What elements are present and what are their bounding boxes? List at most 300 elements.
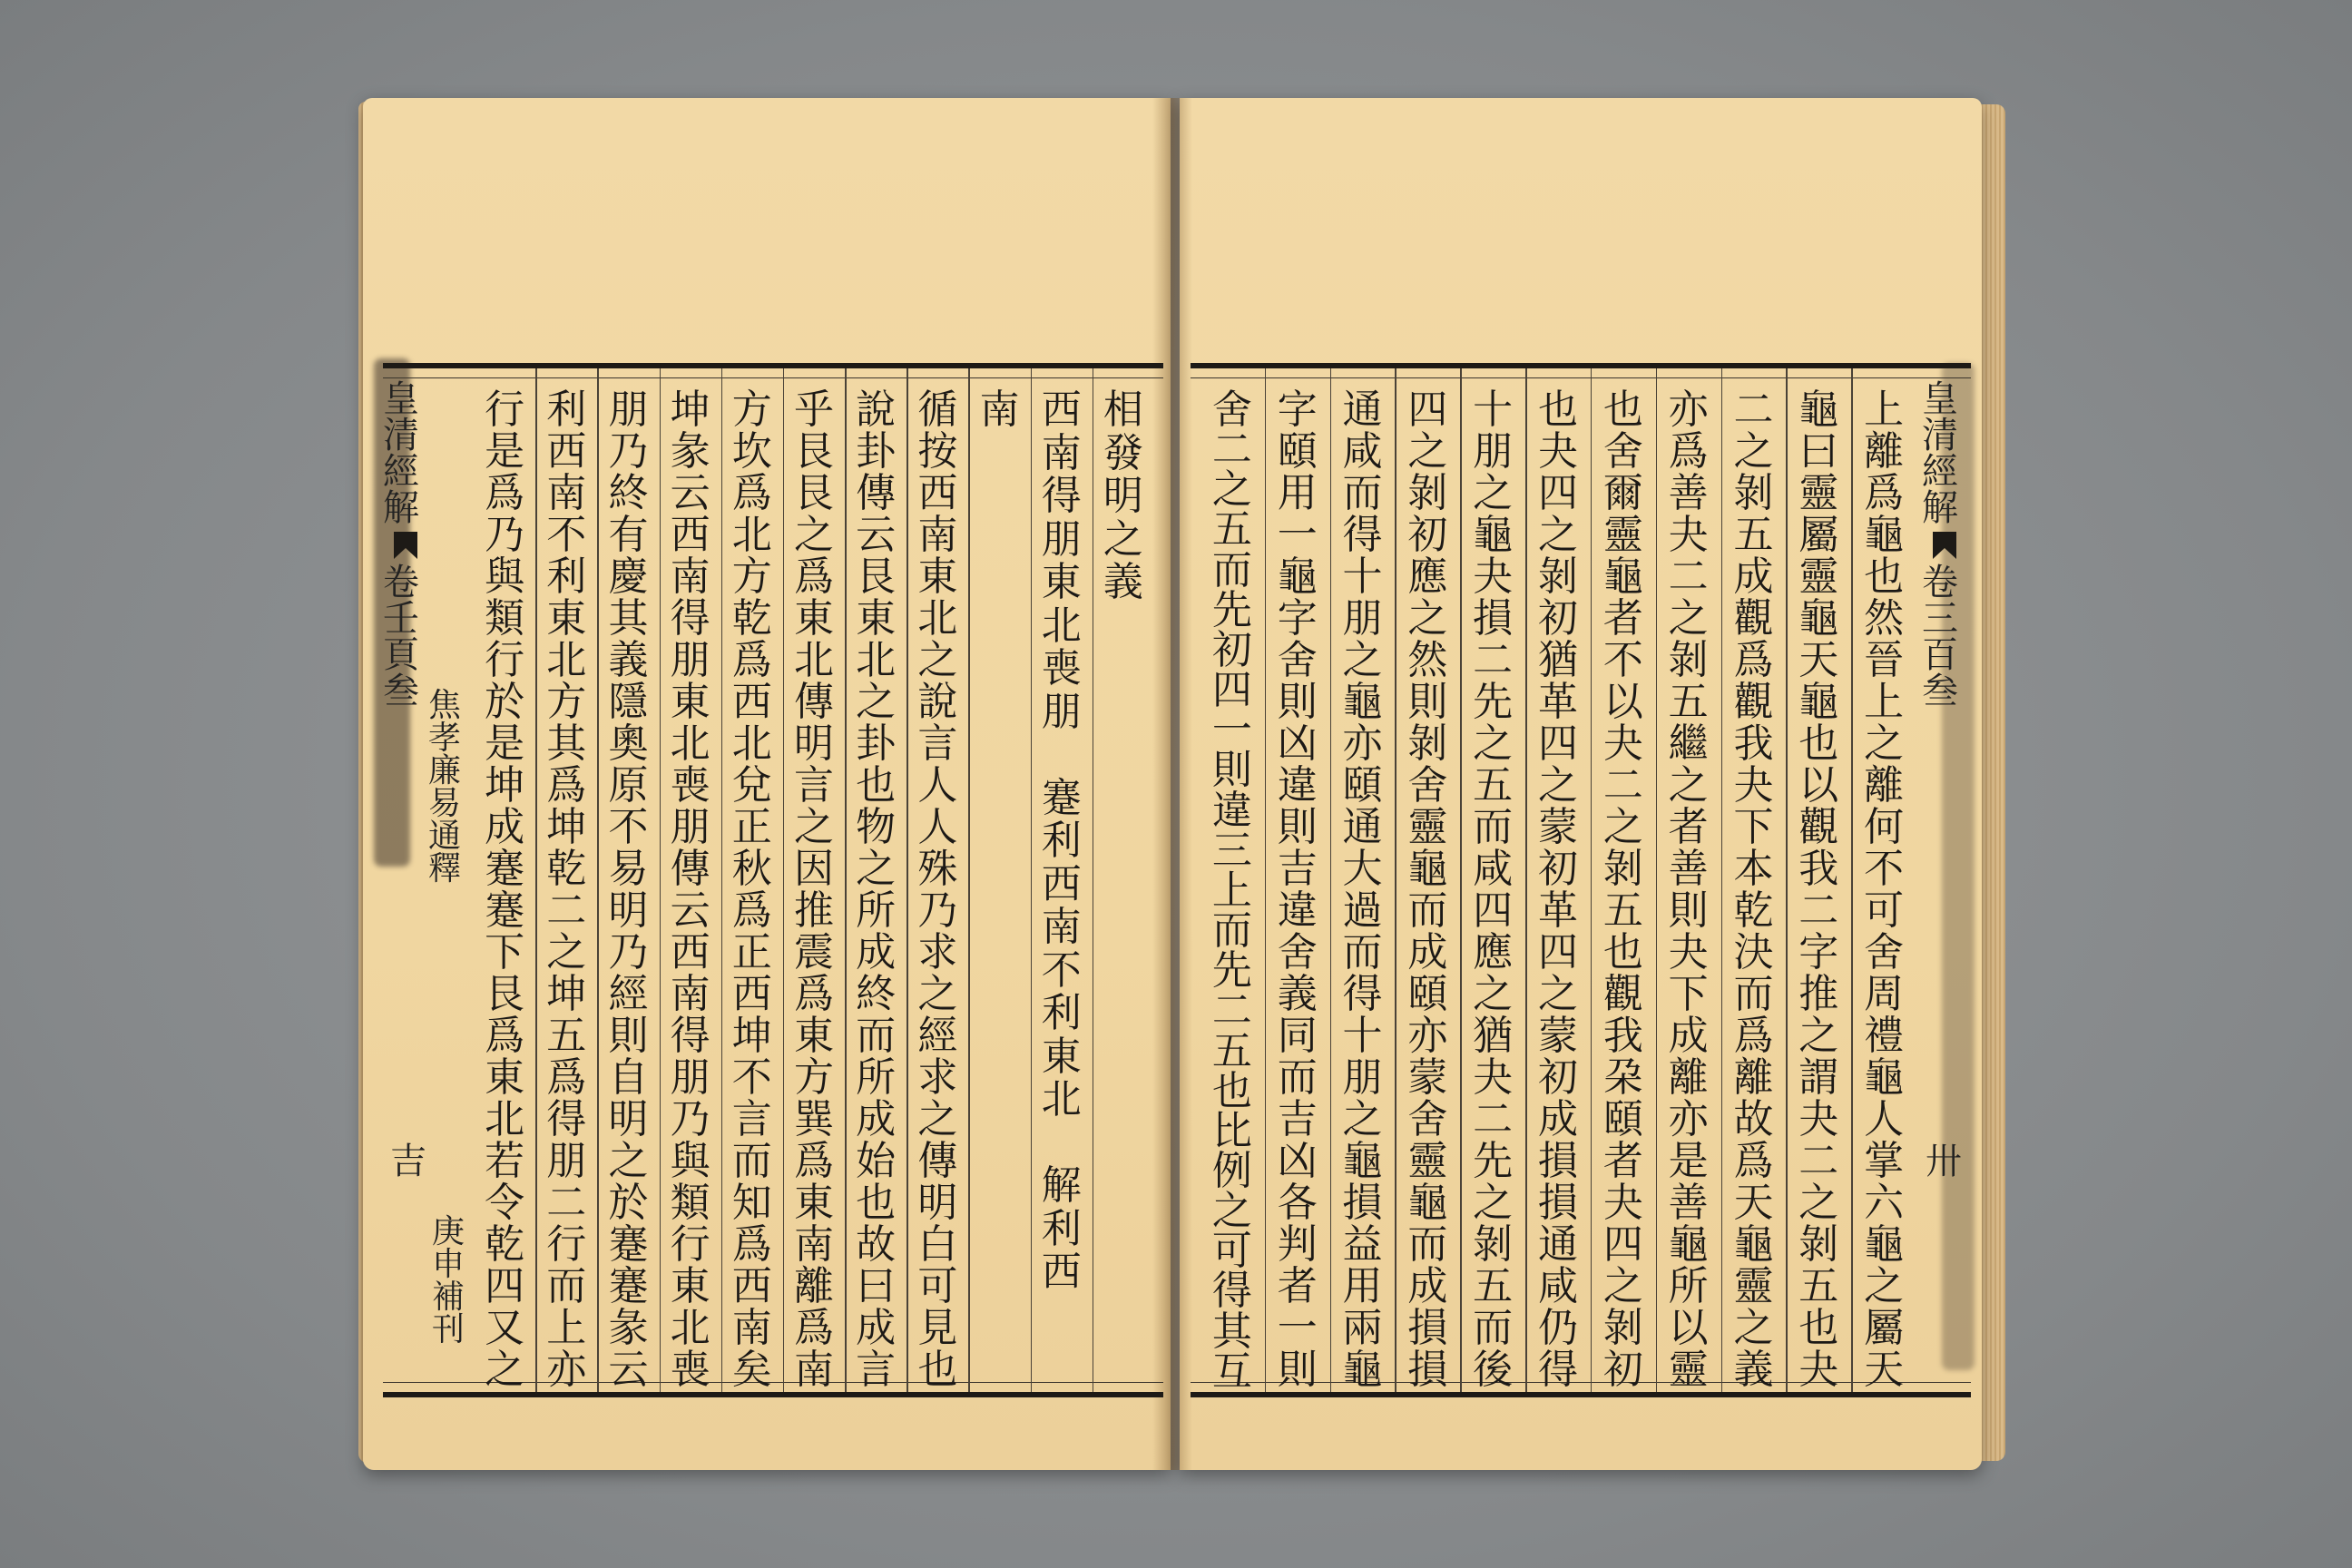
glyph: 也 [1798,720,1839,767]
page-number [1926,1143,1962,1180]
glyph: 損 [1407,1305,1448,1351]
glyph: 應 [1407,554,1448,600]
left-text-frame [383,363,1163,1397]
text-column [906,368,968,1392]
glyph: 五 [1668,679,1709,725]
glyph: 說 [917,679,958,725]
glyph: 也 [917,1347,958,1393]
glyph: 龜 [1342,1138,1383,1184]
glyph: 則 [1277,679,1318,725]
glyph: 物 [856,804,897,850]
glyph: 申 [432,1246,466,1283]
glyph: 蒙 [1407,1054,1448,1101]
column-rule [1721,368,1723,1392]
glyph: 繼 [1668,720,1709,767]
glyph: 隱 [608,679,649,725]
glyph: 南 [793,1221,834,1268]
glyph: 之 [1342,637,1383,683]
glyph: 蹇 [608,1221,649,1268]
glyph: 始 [856,1138,897,1184]
glyph: 下 [1668,971,1709,1017]
collection-title [383,378,428,529]
glyph: 夬 [1798,1347,1839,1393]
left-edition-column [432,1213,468,1388]
glyph: 蹇 [485,846,525,892]
glyph: 西 [1041,860,1082,907]
glyph: 彖 [608,1305,649,1351]
glyph: 三 [1922,598,1958,640]
glyph: 五 [1602,887,1643,934]
glyph: 爲 [731,1221,772,1268]
glyph: 解 [1041,1162,1082,1209]
glyph: 兩 [1342,1305,1383,1351]
glyph: 下 [485,929,525,975]
glyph: 叁 [383,671,419,712]
glyph: 損 [1342,1180,1383,1226]
glyph: 晉 [1864,637,1905,683]
glyph: 我 [1798,846,1839,892]
column-rule [968,368,970,1392]
glyph: 五 [1798,1263,1839,1309]
column-rule [535,368,537,1392]
glyph: 字 [1277,595,1318,642]
glyph: 得 [1342,512,1383,558]
glyph: 乃 [485,512,525,558]
glyph: 爲 [731,637,772,683]
text-column [1721,368,1787,1392]
left-margin-column [383,378,428,1379]
glyph: 坤 [485,762,525,808]
glyph: 龜 [1798,387,1839,433]
glyph: 奧 [608,720,649,767]
glyph: 而 [1407,1221,1448,1268]
glyph: 龜 [1733,1221,1774,1268]
glyph: 北 [670,720,710,767]
glyph: 也 [1602,387,1643,433]
glyph: 猶 [1537,637,1578,683]
glyph: 靈 [1668,1347,1709,1393]
glyph: 可 [1211,1228,1252,1275]
glyph: 比 [1211,1107,1252,1154]
glyph: 彖 [670,428,710,475]
glyph: 靈 [1733,1263,1774,1309]
glyph: 得 [1537,1347,1578,1393]
glyph: 西 [731,679,772,725]
glyph: 四 [1211,667,1252,714]
glyph: 孝 [428,720,462,757]
glyph: 之 [793,512,834,558]
text-column [1200,368,1265,1395]
glyph: 屬 [1864,1305,1905,1351]
glyph: 西 [917,470,958,516]
glyph: 卦 [856,720,897,767]
glyph: 之 [1473,1180,1514,1226]
glyph: 秋 [731,846,772,892]
glyph: 人 [1864,1096,1905,1142]
glyph: 喪 [1041,645,1082,691]
glyph: 則 [608,1013,649,1059]
glyph: 坤 [670,387,710,433]
glyph: 而 [1342,470,1383,516]
glyph: 南 [670,554,710,600]
glyph: 一 [1277,1305,1318,1351]
glyph: 爲 [731,470,772,516]
glyph: 之 [1864,720,1905,767]
glyph: 經 [1922,451,1958,493]
glyph: 剝 [1798,1221,1839,1268]
text-column [1031,368,1093,1392]
glyph: 夬 [1602,1180,1643,1226]
glyph: 東 [546,595,587,642]
glyph: 庚 [432,1213,466,1250]
glyph: 夬 [1733,762,1774,808]
glyph: 類 [485,595,525,642]
author-work-title [428,687,468,887]
glyph: 矣 [731,1347,772,1393]
edition-note [432,1213,468,1348]
glyph: 過 [1342,887,1383,934]
glyph: 成 [856,1096,897,1142]
text-column [1395,368,1460,1392]
glyph: 云 [670,887,710,934]
glyph: 禮 [1864,1013,1905,1059]
column-rule [1330,368,1332,1392]
glyph: 也 [1864,554,1905,600]
glyph: 舍 [1211,387,1252,433]
glyph: 通 [1342,804,1383,850]
glyph: 義 [1277,971,1318,1017]
glyph: 令 [485,1180,525,1226]
glyph: 之 [793,804,834,850]
glyph: 二 [546,887,587,934]
glyph: 損 [1537,1180,1578,1226]
glyph: 二 [1602,762,1643,808]
glyph: 不 [608,804,649,850]
glyph: 舍 [1407,1096,1448,1142]
glyph: 亦 [1668,387,1709,433]
glyph: 龜 [1798,595,1839,642]
glyph: 上 [1864,679,1905,725]
glyph: 而 [1342,929,1383,975]
glyph: 行 [485,387,525,433]
column-rule [1460,368,1462,1392]
glyph: 乃 [608,428,649,475]
glyph: 成 [1407,929,1448,975]
glyph: 震 [793,929,834,975]
glyph: 巽 [793,1096,834,1142]
glyph: 言 [731,1096,772,1142]
glyph: 東 [670,679,710,725]
text-column [783,368,845,1392]
glyph: 夬 [1473,1054,1514,1101]
glyph: 然 [1407,637,1448,683]
glyph: 利 [1041,1205,1082,1252]
glyph: 南 [979,387,1020,433]
glyph: 凶 [1277,1138,1318,1184]
glyph: 掌 [1864,1138,1905,1184]
glyph: 先 [1473,1138,1514,1184]
glyph: 解 [1922,487,1958,529]
glyph: 不 [731,1054,772,1101]
column-rule [1265,368,1267,1392]
column-rule [1525,368,1527,1392]
glyph: 字 [1798,929,1839,975]
glyph: 二 [1798,887,1839,934]
glyph: 而 [1473,1305,1514,1351]
glyph: 皇 [383,378,419,420]
glyph: 利 [546,387,587,433]
glyph: 原 [608,762,649,808]
glyph: 東 [1041,559,1082,605]
text-column [968,368,1030,1392]
glyph: 坤 [546,804,587,850]
glyph: 靈 [1602,512,1643,558]
glyph: 也 [856,762,897,808]
glyph: 爾 [1602,470,1643,516]
glyph: 剝 [1537,554,1578,600]
glyph: 而 [1211,546,1252,593]
glyph: 何 [1864,804,1905,850]
glyph: 得 [670,1013,710,1059]
glyph: 亦 [1668,1096,1709,1142]
glyph: 經 [917,1013,958,1059]
glyph: 有 [608,512,649,558]
glyph: 明 [793,720,834,767]
glyph: 剝 [1473,1221,1514,1268]
glyph: 南 [546,470,587,516]
left-author-column [428,687,468,1107]
glyph: 朋 [608,387,649,433]
glyph: 得 [1342,971,1383,1017]
glyph: 損 [1537,1138,1578,1184]
glyph: 相 [1102,387,1143,433]
glyph: 十 [1342,554,1383,600]
glyph: 是 [485,720,525,767]
glyph: 傳 [670,846,710,892]
glyph: 艮 [856,554,897,600]
glyph: 龜 [1864,1054,1905,1101]
column-rule [1656,368,1658,1392]
glyph: 若 [485,1138,525,1184]
glyph: 觀 [1798,804,1839,850]
glyph: 我 [1733,720,1774,767]
glyph: 之 [546,929,587,975]
glyph: 之 [1407,595,1448,642]
glyph: 凶 [1277,720,1318,767]
glyph: 之 [1602,1263,1643,1309]
glyph: 易 [608,846,649,892]
glyph: 清 [383,415,419,456]
glyph: 卷 [1922,562,1958,603]
glyph: 之 [1537,512,1578,558]
glyph: 龜 [1864,512,1905,558]
glyph: 東 [917,554,958,600]
glyph: 而 [856,1013,897,1059]
glyph: 各 [1277,1180,1318,1226]
glyph: 爲 [546,762,587,808]
glyph: 明 [1102,473,1143,519]
glyph: 朋 [670,637,710,683]
text-column [845,368,906,1392]
glyph: 而 [1211,907,1252,955]
column-rule [1395,368,1396,1392]
glyph: 推 [793,887,834,934]
glyph: 之 [1407,428,1448,475]
glyph: 南 [917,512,958,558]
glyph: 云 [608,1347,649,1393]
page-number [390,1143,426,1180]
column-rule [1786,368,1788,1392]
glyph: 朋 [670,804,710,850]
glyph: 通 [428,818,462,855]
glyph: 剝 [1407,470,1448,516]
glyph: 之 [1668,762,1709,808]
glyph: 天 [1864,1347,1905,1393]
glyph: 自 [608,1054,649,1101]
glyph: 舍 [1407,762,1448,808]
glyph: 艮 [485,971,525,1017]
glyph: 之 [1211,1188,1252,1235]
glyph: 乃 [670,1096,710,1142]
glyph: 不 [1864,846,1905,892]
glyph: 利 [546,554,587,600]
glyph: 應 [1473,929,1514,975]
glyph: 四 [485,1263,525,1309]
glyph: 傳 [856,470,897,516]
glyph: 北 [731,512,772,558]
glyph: 益 [1342,1221,1383,1268]
glyph: 明 [608,1096,649,1142]
glyph: 朶 [1602,1054,1643,1101]
glyph: 北 [917,595,958,642]
glyph: 初 [1537,846,1578,892]
glyph: 之 [1668,595,1709,642]
glyph: 循 [917,387,958,433]
column-rule [1851,368,1853,1392]
glyph: 頤 [1342,762,1383,808]
glyph: 我 [1602,1013,1643,1059]
glyph: 其 [608,595,649,642]
glyph: 殊 [917,846,958,892]
column-rule [906,368,908,1392]
glyph: 其 [546,720,587,767]
glyph: 五 [1473,1263,1514,1309]
glyph: 爲 [546,1054,587,1101]
text-column [1460,368,1525,1392]
glyph: 之 [1798,1180,1839,1226]
glyph: 爲 [1733,1138,1774,1184]
glyph: 之 [856,846,897,892]
glyph: 北 [793,637,834,683]
glyph: 三 [1211,827,1252,874]
glyph: 明 [917,1180,958,1226]
glyph: 喪 [670,1347,710,1393]
glyph: 方 [731,554,772,600]
glyph: 龜 [1277,554,1318,600]
glyph: 明 [608,887,649,934]
glyph: 龜 [1342,679,1383,725]
glyph: 後 [1473,1347,1514,1393]
glyph: 五 [1211,1027,1252,1074]
glyph: 朋 [546,1138,587,1184]
glyph: 傳 [793,679,834,725]
glyph: 剝 [1602,846,1643,892]
glyph: 發 [1102,429,1143,476]
glyph: 朋 [1473,428,1514,475]
glyph: 然 [1864,595,1905,642]
glyph: 蹇 [485,887,525,934]
glyph: 曰 [856,1263,897,1309]
text-column [474,368,535,1392]
glyph: 天 [1733,1180,1774,1226]
glyph: 行 [670,1221,710,1268]
glyph: 之 [1342,1096,1383,1142]
glyph: 舍 [1864,929,1905,975]
glyph: 則 [1668,887,1709,934]
glyph: 爲 [793,971,834,1017]
glyph: 之 [1733,1305,1774,1351]
glyph: 四 [1537,929,1578,975]
glyph: 西 [1041,1249,1082,1295]
glyph: 龜 [1668,1221,1709,1268]
fishtail-mark [1933,532,1956,559]
glyph: 東 [485,1054,525,1101]
glyph: 龜 [1864,1221,1905,1268]
glyph: 朋 [1041,688,1082,735]
glyph: 西 [670,929,710,975]
glyph: 十 [1342,1013,1383,1059]
glyph: 求 [917,1054,958,1101]
glyph: 之 [917,971,958,1017]
glyph: 解 [383,487,419,529]
glyph: 龜 [1602,554,1643,600]
glyph: 上 [1211,867,1252,914]
glyph: 東 [856,595,897,642]
glyph: 西 [731,971,772,1017]
glyph: 蹇 [608,1263,649,1309]
collection-title [1922,378,1967,529]
glyph: 朋 [1342,595,1383,642]
text-column [721,368,783,1392]
glyph: 之 [1798,1013,1839,1059]
glyph: 頤 [1407,971,1448,1017]
glyph: 乾 [731,595,772,642]
glyph: 艮 [793,428,834,475]
glyph: 二 [1798,1138,1839,1184]
glyph: 朋 [670,1054,710,1101]
right-text-frame [1191,363,1971,1397]
glyph: 求 [917,929,958,975]
glyph: 經 [608,971,649,1017]
glyph: 亦 [546,1347,587,1393]
glyph: 不 [1602,637,1643,683]
glyph: 清 [1922,415,1958,456]
glyph: 爲 [793,1138,834,1184]
left-page-number [390,1143,426,1198]
glyph: 革 [1537,887,1578,934]
glyph: 云 [856,512,897,558]
glyph: 行 [546,1221,587,1268]
glyph: 東 [793,1180,834,1226]
glyph: 之 [1537,971,1578,1017]
glyph: 人 [917,804,958,850]
glyph: 東 [793,595,834,642]
glyph: 善 [1668,470,1709,516]
glyph: 不 [1041,946,1082,994]
glyph: 義 [1733,1347,1774,1393]
right-page-number [1924,1143,1964,1198]
glyph: 之 [1473,470,1514,516]
